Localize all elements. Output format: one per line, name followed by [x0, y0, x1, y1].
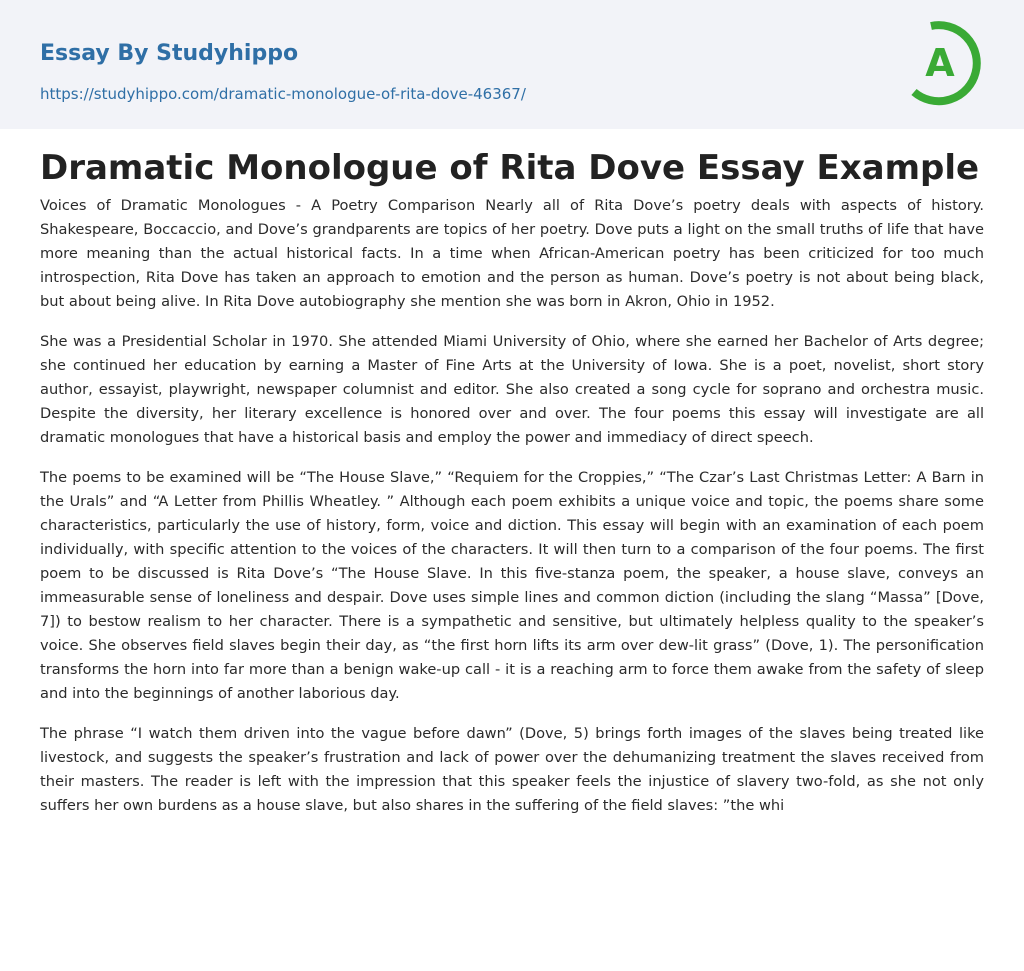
paragraph-3: The poems to be examined will be “The House Slave,” “Requiem for the Croppies,” “The Czar’s Last Christmas Letter: A Barn in the Urals” and “A Letter from Phillis Wheatley. ” Although each poem exhibits a unique voice and topic, the poems share some characteristics, particularly the use of history, form, voice and diction. This essay will begin with an examination of each poem individually, with specific attention to the voices of the characters. It will then turn to a comparison of the four poems. The first poem to be discussed is Rita Dove’s “The House Slave. In this five-stanza poem, the speaker, a house slave, conveys an immeasurable sense of loneliness and despair. Dove uses simple lines and common diction (including the slang “Massa” [Dove, 7]) to bestow realism to her character. There is a sympathetic and sensitive, but ultimately helpless quality to the speaker’s voice. She observes field slaves begin their day, as “the first horn lifts its arm over dew-lit grass” (Dove, 1). The personification transforms the horn into far more than a benign wake-up call - it is a reaching arm to force them awake from the safety of sleep and into the beginnings of another laborious day. — [40, 469, 984, 702]
page-title: Dramatic Monologue of Rita Dove Essay Example — [40, 148, 980, 188]
paragraph-2: She was a Presidential Scholar in 1970. She attended Miami University of Ohio, where she earned her Bachelor of Arts degree; she continued her education by earning a Master of Fine Arts at the University of Iowa. She is a poet, novelist, short story author, essayist, playwright, newspaper columnist and editor. She also created a song cycle for soprano and orchestra music. Despite the diversity, her literary excellence is honored over and over. The four poems this essay will investigate are all dramatic monologues that have a historical basis and employ the power and immediacy of direct speech. — [40, 333, 984, 446]
site-header — [0, 0, 1024, 129]
article-body — [40, 194, 984, 834]
logo-letter: A — [925, 41, 955, 85]
studyhippo-logo-icon[interactable] — [900, 18, 988, 106]
paragraph-4: The phrase “I watch them driven into the vague before dawn” (Dove, 5) brings forth images of the slaves being treated like livestock, and suggests the speaker’s frustration and lack of power over the dehumanizing treatment the slaves received from their masters. The reader is left with the impression that this speaker feels the injustice of slavery two-fold, as she not only suffers her own burdens as a house slave, but also shares in the suffering of the field slaves: ”the whi — [40, 725, 984, 814]
brand-title[interactable]: Essay By Studyhippo — [40, 41, 299, 66]
paragraph-1: Voices of Dramatic Monologues - A Poetry Comparison Nearly all of Rita Dove’s poetry deals with aspects of history. Shakespeare, Boccaccio, and Dove’s grandparents are topics of her poetry. Dove puts a light on the small truths of life that have more meaning than the actual historical facts. In a time when African-American poetry has been criticized for too much introspection, Rita Dove has taken an approach to emotion and the person as human. Dove’s poetry is not about being black, but about being alive. In Rita Dove autobiography she mention she was born in Akron, Ohio in 1952. — [40, 197, 984, 310]
article-url-link[interactable]: https://studyhippo.com/dramatic-monologue-of-rita-dove-46367/ — [40, 85, 526, 103]
